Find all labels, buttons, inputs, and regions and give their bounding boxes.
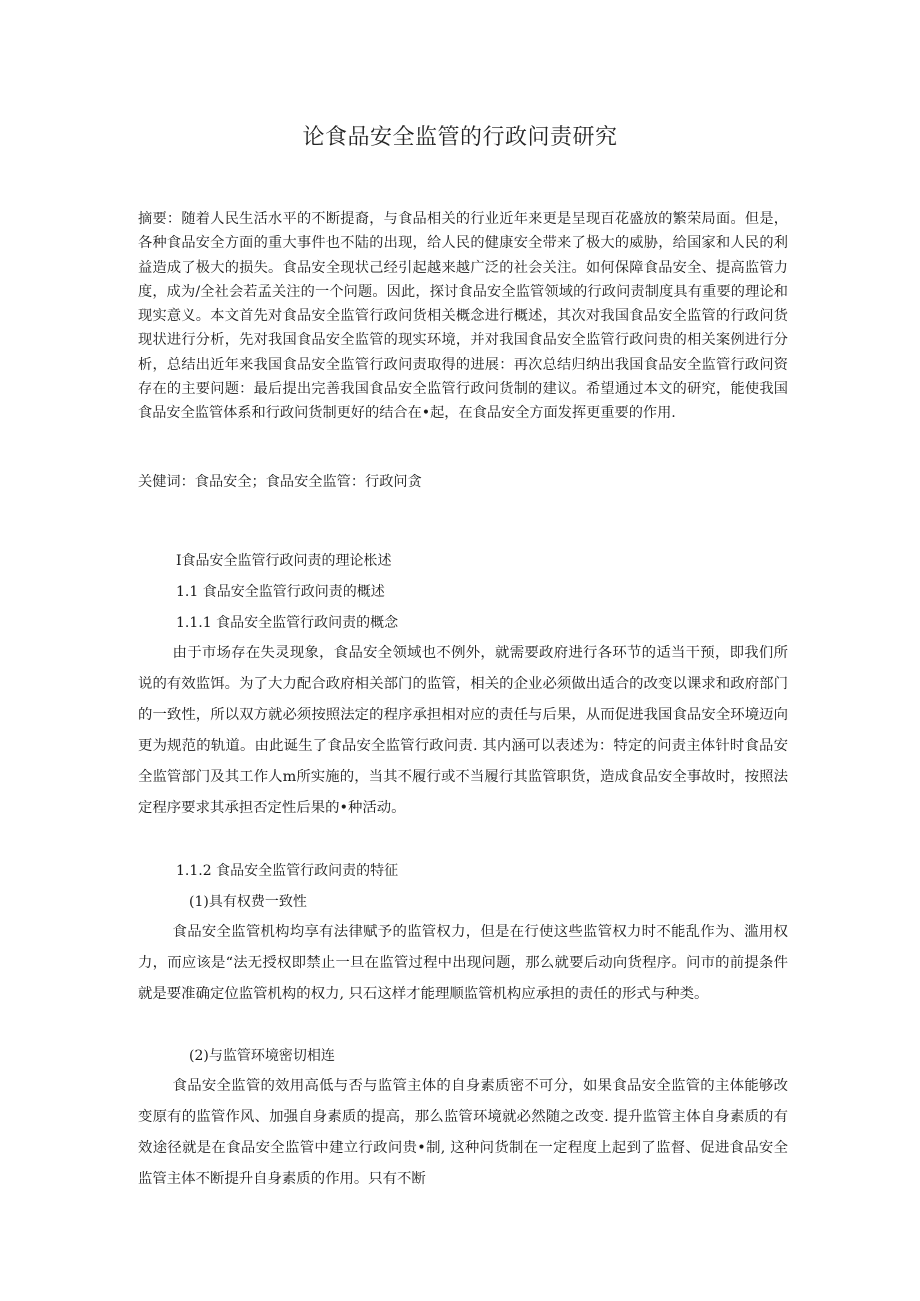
body-paragraph-1: 由于市场存在失灵现象，食品安全领域也不例外，就需要政府进行各环节的适当干预，即我们所说的有效监饵。为了大力配合政府相关部门的监管，相关的企业必须做出适合的改变以课求和政府部门的一致性，所以双方就必须按照法定的程序承担相对应的责任与后果，从而促进我国食品安全环境迈向更为规范的轨道。由此诞生了食品安全监管行政问责. 其内涵可以表述为：特定的问责主体针时食品安全监管部门及其工作人m所实施的，当其不履行或不当履行其监管职货，造成食品安全事故时，按照法定程序要求其承担否定性后果的•种活动。 bbox=[138, 645, 788, 816]
section-heading-1-1-1: 1.1.1 食品安全监管行政问责的概念 bbox=[176, 615, 399, 631]
body-paragraph-3: 食品安全监管的效用高低与否与监管主体的自身素质密不可分，如果食品安全监管的主体能够改变原有的监管作风、加强自身素质的提高，那么监管环境就必然随之改变. 提升监管主体自身素质的有效途径就是在食品安全监管中建立行政问贵•制, 这种问货制在一定程度上起到了监督、促进食品安全监管主体不断提升自身素质的作用。只有不断 bbox=[138, 1078, 788, 1187]
body-paragraph-2: 食品安全监管机构均享有法律赋予的监管权力，但是在行使这些监管权力时不能乱作为、滥用权力，而应该是“法无授权即禁止一旦在监管过程中出现问题，那么就要后动向货程序。问市的前提条件就是要准确定位监管机构的权力, 只石这样才能理顺监管机构应承担的责任的形式与种类。 bbox=[138, 924, 788, 1002]
section-heading-1-1: 1.1 食品安全监管行政问责的概述 bbox=[176, 584, 385, 600]
subheading-2: (2)与监管环境密切相连 bbox=[189, 1048, 335, 1064]
section-heading-1-1-2: 1.1.2 食品安全监管行政问责的特征 bbox=[176, 863, 399, 879]
section-heading-1: I食品安全监管行政问责的理论枨述 bbox=[176, 553, 392, 569]
subheading-1: (1)具有权费一致性 bbox=[189, 894, 307, 910]
keywords-line: 关健词：食品安全；食品安全监管：行政问贪 bbox=[138, 474, 422, 490]
document-title: 论食品安全监管的行政问责研究 bbox=[302, 125, 618, 150]
abstract-paragraph: 摘要：随着人民生活水平的不断提裔，与食品相关的行业近年来更是呈现百花盛放的繁荣局面。但是，各种食品安全方面的重大事件也不陆的出现，给人民的健康安全带来了极大的威胁，给国家和人民的利益造成了极大的损失。食品安全现状己经引起越来越广泛的社会关注。如何保障食品安全、提高监管力度，成为/全社会若孟关注的一个问题。因此，探讨食品安全监管领域的行政问责制度具有重要的理论和现实意义。本文首先对食品安全监管行政问货相关概念进行概述，其次对我国食品安全监管的行政问货现状进行分析，先对我国食品安全监管的现实环境，并对我国食品安全监管行政问贵的相关案例进行分析，总结出近年来我国食品安全监管行政问责取得的进展：再次总结归纳出我国食品安全监管行政问资存在的主要问题：最后提出完善我国食品安全监管行政问货制的建议。希望通过本文的研究，能使我国食品安全监管体系和行政问货制更好的结合在•起，在食品安全方面发挥更重要的作用. bbox=[138, 211, 788, 422]
